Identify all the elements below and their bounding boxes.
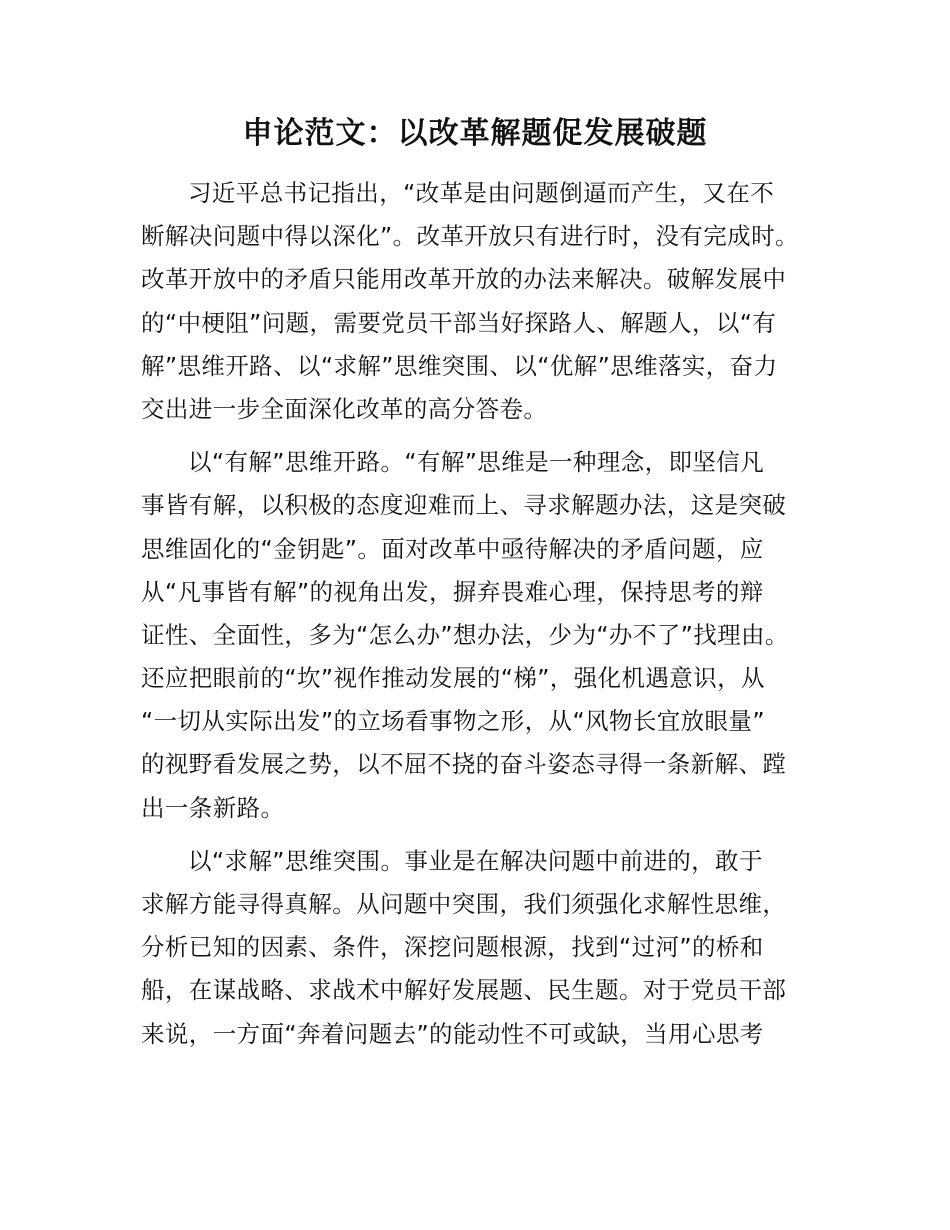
paragraph-3-line: 船，在谋战略、求战术中解好发展题、民生题。对于党员干部 — [141, 976, 787, 1005]
paragraph-2-line: 证性、全面性，多为“怎么办”想办法，少为“办不了”找理由。 — [141, 620, 789, 649]
paragraph-2-line: 思维固化的“金钥匙”。面对改革中亟待解决的矛盾问题，应 — [141, 534, 764, 563]
paragraph-1-line: 断解决问题中得以深化”。改革开放只有进行时，没有完成时。 — [141, 222, 799, 251]
paragraph-3-line: 以“求解”思维突围。事业是在解决问题中前进的，敢于 — [188, 846, 763, 875]
paragraph-2-line: 出一条新路。 — [141, 793, 285, 822]
paragraph-1-line: 改革开放中的矛盾只能用改革开放的办法来解决。破解发展中 — [141, 265, 787, 294]
paragraph-1-line: 解”思维开路、以“求解”思维突围、以“优解”思维落实，奋力 — [141, 351, 778, 380]
paragraph-3-line: 分析已知的因素、条件，深挖问题根源，找到“过河”的桥和 — [141, 933, 764, 962]
paragraph-3-line: 求解方能寻得真解。从问题中突围，我们须强化求解性思维， — [141, 890, 787, 918]
paragraph-1-line: 交出进一步全面深化改革的高分答卷。 — [141, 394, 548, 423]
paragraph-2-line: 还应把眼前的“坎”视作推动发展的“梯”，强化机遇意识，从 — [141, 664, 765, 693]
document-body — [141, 172, 821, 1056]
paragraph-spacer — [141, 830, 821, 840]
document-title: 申论范文：以改革解题促发展破题 — [242, 116, 708, 151]
paragraph-1-line: 习近平总书记指出，“改革是由问题倒逼而产生，又在不 — [188, 179, 775, 207]
paragraph-2-line: 以“有解”思维开路。“有解”思维是一种理念，即坚信凡 — [188, 448, 765, 477]
paragraph-2-line: 从“凡事皆有解”的视角出发，摒弃畏难心理，保持思考的辩 — [141, 577, 764, 606]
paragraph-1-line: 的“中梗阻”问题，需要党员干部当好探路人、解题人，以“有 — [141, 308, 777, 337]
paragraph-2-line: 的视野看发展之势，以不屈不挠的奋斗姿态寻得一条新解、蹚 — [141, 750, 787, 779]
paragraph-3-line: 来说，一方面“奔着问题去”的能动性不可或缺，当用心思考 — [141, 1019, 764, 1048]
paragraph-2-line: “一切从实际出发”的立场看事物之形，从“风物长宜放眼量” — [141, 707, 765, 736]
paragraph-spacer — [141, 431, 821, 441]
paragraph-2-line: 事皆有解，以积极的态度迎难而上、寻求解题办法，这是突破 — [141, 491, 787, 520]
